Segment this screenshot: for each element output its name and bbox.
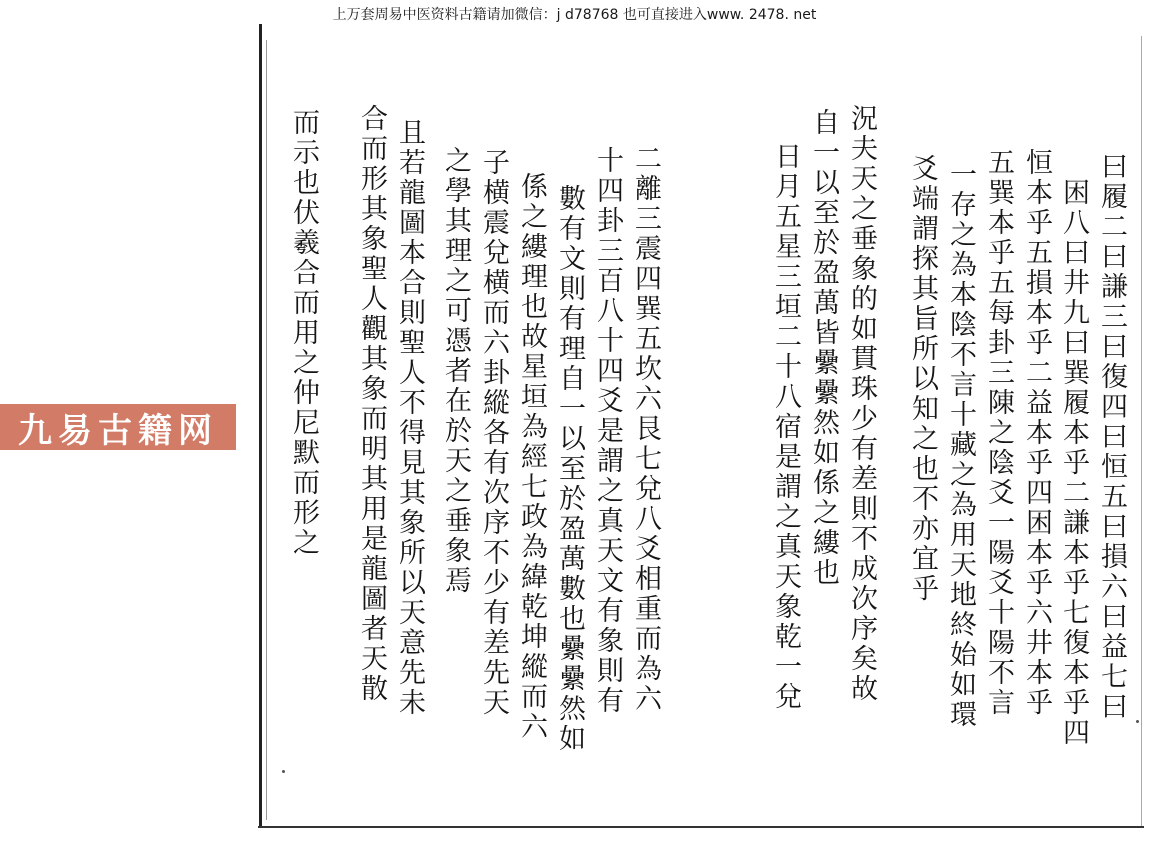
watermark-logo bbox=[0, 404, 236, 450]
text-column: 日月五星三垣二十八宿是謂之真天象乾一兌 bbox=[770, 142, 801, 712]
text-column: 之學其理之可憑者在於天之垂象焉 bbox=[440, 146, 471, 596]
text-column: 且若龍圖本合則聖人不得見其象所以天意先未 bbox=[394, 118, 425, 718]
ink-speck bbox=[1136, 720, 1139, 723]
text-column: 合而形其象聖人觀其象而明其用是龍圖者天散 bbox=[356, 104, 387, 704]
text-column: 子横震兌横而六卦縱各有次序不少有差先天 bbox=[478, 148, 509, 718]
text-column: 數有文則有理自一以至於盈萬數也纍纍然如 bbox=[554, 184, 585, 754]
text-column: 係之縷理也故星垣為經七政為緯乾坤縱而六 bbox=[516, 172, 547, 742]
text-column: 爻端謂探其旨所以知之也不亦宜乎 bbox=[907, 154, 938, 604]
text-columns bbox=[286, 104, 1127, 814]
text-column: 自一以至於盈萬皆纍纍然如係之縷也 bbox=[808, 108, 839, 588]
text-column: 五巽本乎五每卦三陳之陰爻一陽爻十陽不言 bbox=[983, 148, 1014, 718]
text-column: 況夫天之垂象的如貫珠少有差則不成次序矣故 bbox=[846, 104, 877, 704]
text-column: 十四卦三百八十四爻是謂之真天文有象則有 bbox=[592, 146, 623, 716]
text-column: 一存之為本陰不言十藏之為用天地終始如環 bbox=[945, 160, 976, 730]
page-right-edge bbox=[1141, 36, 1142, 826]
watermark-text: 九易古籍网 bbox=[18, 410, 218, 451]
text-column: 二離三震四巽五坎六艮七兌八爻相重而為六 bbox=[630, 144, 661, 714]
text-column: 而示也伏羲合而用之仲尼默而形之 bbox=[288, 108, 319, 558]
page-margin-rule bbox=[259, 24, 262, 828]
ink-speck bbox=[282, 770, 285, 773]
top-banner: 上万套周易中医资料古籍请加微信：j d78768 也可直接进入www. 2478. net bbox=[332, 7, 817, 23]
page-margin-rule-thin bbox=[266, 40, 267, 820]
text-column: 曰履二曰謙三曰復四曰恒五曰損六曰益七曰 bbox=[1096, 152, 1127, 722]
text-column: 恒本乎五損本乎二益本乎四困本乎六井本乎 bbox=[1021, 148, 1052, 718]
text-column: 困八曰井九曰巽履本乎二謙本乎七復本乎四 bbox=[1058, 178, 1089, 748]
